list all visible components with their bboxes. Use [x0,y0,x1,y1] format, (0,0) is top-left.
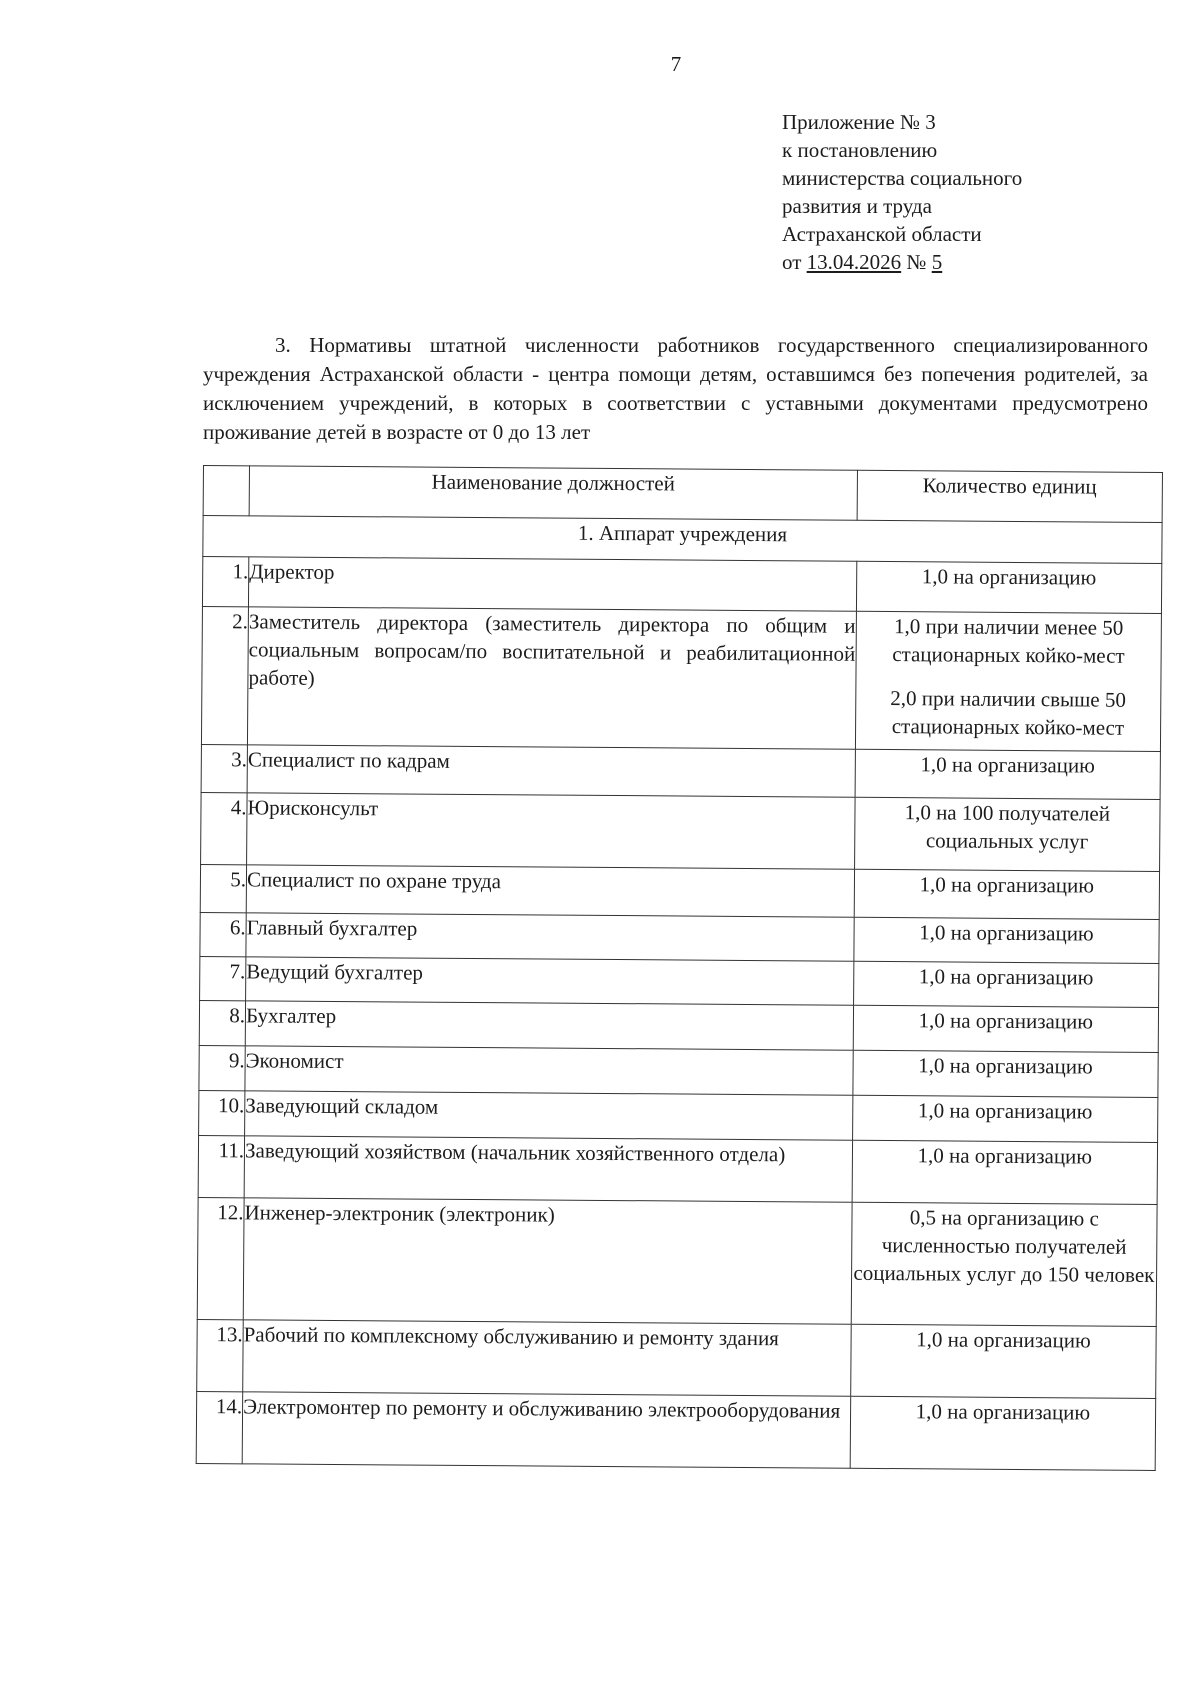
position-name: Электромонтер по ремонту и обслуживанию электрооборудования [242,1392,850,1468]
position-name: Заведующий складом [245,1091,853,1140]
row-number: 9. [199,1045,245,1090]
quantity-value: 1,0 на организацию [916,1327,1091,1353]
quantity-value: 1,0 на организацию [918,1008,1094,1034]
table-row [200,864,1159,919]
appendix-block [782,108,1022,276]
quantity-cell [854,917,1160,963]
table-row [196,1391,1156,1470]
quantity-cell [850,1324,1156,1398]
appendix-line: развития и труда [782,194,932,218]
position-name: Рабочий по комплексному обслуживанию и ремонту здания [243,1320,851,1396]
row-number: 13. [197,1319,244,1391]
row-number: 7. [200,956,246,1000]
row-number: 1. [202,557,248,607]
row-number: 6. [200,912,246,956]
quantity-cell [855,749,1161,799]
header-quantity: Количество единиц [857,470,1163,522]
section-title: 1. Аппарат учреждения [203,516,1162,564]
table-row [199,1045,1158,1097]
appendix-line: Приложение № 3 [782,110,936,134]
quantity-value: 1,0 на 100 получателей социальных услуг [904,800,1111,854]
quantity-value: 1,0 на организацию [918,1053,1093,1079]
quantity-value: 0,5 на организацию с численностью получателей социальных услуг до 150 человек [853,1205,1155,1287]
quantity-cell [854,869,1160,919]
table-row [199,1090,1158,1142]
number-sign: № [906,250,927,274]
quantity-cell [855,611,1161,751]
section-heading: 3. Нормативы штатной численности работников государственного специализированного учреждения Астраханской области - центра помощи детям, оставшимся без попечения родителей, за исключением учреждений, в которых в соответствии с уставными документами предусмотрено проживание детей в возрасте от 0 до 13 лет [203,333,1148,444]
appendix-line: министерства социального [782,166,1023,190]
header-number-cell [203,466,249,516]
quantity-value: 1,0 на организацию [919,872,1095,898]
position-name: Специалист по охране труда [246,865,854,917]
quantity-value: 2,0 при наличии свыше 50 стационарных койко-мест [890,686,1127,740]
quantity-cell [851,1202,1157,1326]
header-position: Наименование должностей [249,466,857,520]
table-row [200,912,1159,963]
quantity-cell [853,961,1159,1007]
row-number: 10. [199,1090,245,1135]
table-row [201,744,1160,799]
staffing-table [196,465,1163,1471]
table-row [200,956,1159,1007]
table-row [197,1319,1157,1398]
quantity-value: 1,0 на организацию [921,564,1097,590]
row-number: 4. [201,792,248,864]
position-name: Главный бухгалтер [246,913,854,961]
date-prefix: от [782,250,802,274]
row-number: 8. [199,1000,245,1045]
table-row [201,606,1161,751]
quantity-value: 1,0 при наличии менее 50 стационарных койко-мест [892,614,1125,668]
row-number: 14. [196,1391,243,1463]
quantity-cell [853,1050,1159,1097]
table-row [197,1197,1157,1326]
position-name: Ведущий бухгалтер [246,957,854,1005]
table-row [198,1135,1157,1204]
quantity-value: 1,0 на организацию [920,752,1096,778]
table-row [199,1000,1158,1052]
position-name: Бухгалтер [245,1001,853,1050]
position-name: Экономист [245,1046,853,1095]
appendix-date-line [782,248,1022,276]
page-number: 7 [670,52,682,76]
quantity-value: 1,0 на организацию [915,1399,1091,1425]
table-row [201,792,1161,871]
quantity-cell [856,561,1162,613]
quantity-value: 1,0 на организацию [919,920,1094,946]
resolution-number: 5 [931,250,943,274]
appendix-line: Астраханской области [782,222,982,246]
quantity-value: 1,0 на организацию [917,1098,1093,1124]
position-name: Специалист по кадрам [247,745,855,797]
quantity-cell [853,1005,1159,1052]
row-number: 5. [200,864,246,912]
row-number: 11. [198,1135,245,1197]
table-header-row [203,466,1162,523]
row-number: 2. [201,606,248,744]
row-number: 3. [201,744,247,792]
quantity-cell [854,797,1160,871]
table-row [202,557,1161,614]
position-name: Инженер-электроник (электроник) [243,1198,852,1324]
appendix-line: к постановлению [782,138,938,162]
row-number: 12. [197,1197,244,1319]
quantity-cell [852,1140,1158,1204]
resolution-date: 13.04.2026 [806,250,902,274]
position-name: Заместитель директора (заместитель директора по общим и социальным вопросам/по воспитательной и реабилитационной работе) [247,607,856,749]
quantity-cell [850,1396,1156,1470]
section-row [203,516,1162,564]
quantity-value: 1,0 на организацию [917,1143,1093,1169]
quantity-value: 1,0 на организацию [918,964,1094,990]
position-name: Директор [249,557,857,611]
quantity-cell [852,1095,1158,1142]
position-name: Заведующий хозяйством (начальник хозяйственного отдела) [244,1136,852,1202]
position-name: Юрисконсульт [247,793,855,869]
